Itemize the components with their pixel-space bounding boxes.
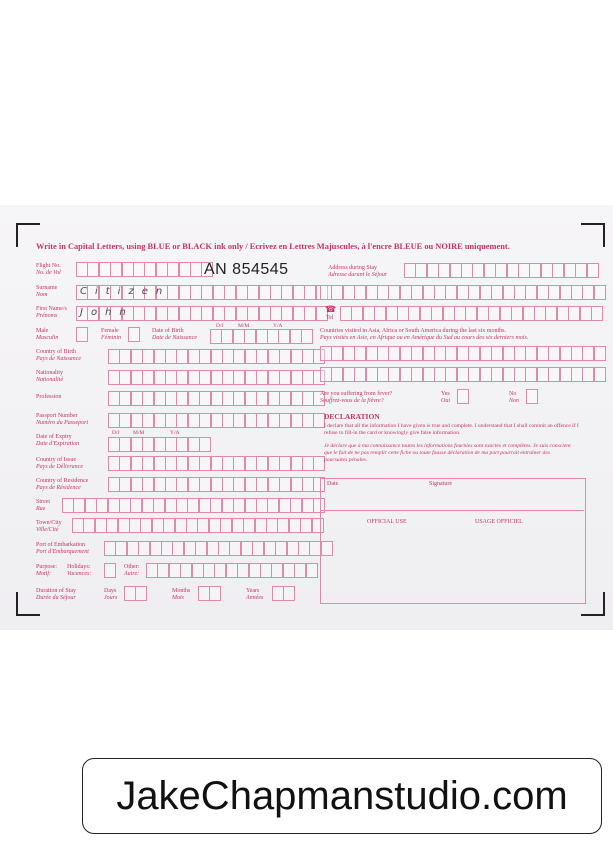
declaration-fr: Je déclare que à ma connaissance toutes les informations fournies sont exactes et complètes. Je suis conscient que le fait de ne pas remplir cette fiche ou toute fausse déclaration de ma part pourrait entraîner des poursuites pénales. bbox=[324, 443, 571, 463]
street-label: Street Rue bbox=[36, 499, 50, 512]
official-use-label: OFFICIAL USE bbox=[367, 519, 407, 525]
first-names-label: First Name/s Prénoms bbox=[36, 306, 67, 319]
dob-label: Date of Birth Date de Naissance bbox=[152, 328, 197, 341]
first-names-value: John bbox=[80, 307, 134, 318]
months-boxes[interactable] bbox=[198, 586, 221, 601]
female-label: Female Féminin bbox=[101, 328, 121, 341]
other-label: Other: Autre: bbox=[124, 564, 140, 577]
passport-boxes[interactable] bbox=[108, 413, 325, 428]
male-box[interactable] bbox=[76, 327, 87, 342]
town-label: Town/City Ville/Cité bbox=[36, 520, 62, 533]
signature-box[interactable] bbox=[320, 478, 586, 604]
town-boxes[interactable] bbox=[72, 518, 323, 533]
duration-label: Duration of Stay Durée du Séjour bbox=[36, 588, 76, 601]
country-residence-boxes[interactable] bbox=[108, 477, 325, 492]
flight-boxes[interactable] bbox=[76, 262, 213, 277]
female-box[interactable] bbox=[128, 327, 139, 342]
address-boxes-2[interactable] bbox=[320, 285, 605, 300]
flight-label: Flight No. No. de Vol bbox=[36, 263, 61, 276]
phone-icon: ☎ bbox=[325, 304, 337, 314]
country-birth-boxes[interactable] bbox=[108, 349, 325, 364]
nationality-label: Nationality Nationalité bbox=[36, 370, 63, 383]
tel-label: Tel bbox=[326, 315, 334, 321]
port-label: Port of Embarkation Port d'Embarquement bbox=[36, 542, 89, 555]
expiry-dd-label: D/J bbox=[112, 430, 120, 436]
surname-value: Citizen bbox=[80, 286, 171, 297]
address-boxes-1[interactable] bbox=[404, 263, 598, 278]
fever-label: Are you suffering from fever? Souffrez-vous de la fièvre? bbox=[320, 391, 393, 404]
purpose-label: Purpose: Motif: bbox=[36, 564, 57, 577]
surname-label: Surname Nom bbox=[36, 285, 58, 298]
usage-officiel-label: USAGE OFFICIEL bbox=[475, 519, 523, 525]
instruction-heading: Write in Capital Letters, using BLUE or BLACK ink only / Ecrivez en Lettres Majuscules, à l'encre BLEUE ou NOIRE uniquement. bbox=[36, 242, 510, 251]
country-issue-boxes[interactable] bbox=[108, 456, 325, 471]
dob-mm-label: M/M bbox=[238, 323, 250, 329]
arrival-card bbox=[0, 205, 613, 630]
street-boxes[interactable] bbox=[62, 498, 324, 513]
signature-label: Signature bbox=[429, 481, 452, 487]
nationality-boxes[interactable] bbox=[108, 370, 325, 385]
countries-boxes-1[interactable] bbox=[320, 346, 605, 361]
declaration-title: DECLARATION bbox=[324, 412, 380, 421]
months-label: Months Mois bbox=[172, 588, 191, 601]
port-boxes[interactable] bbox=[104, 541, 332, 556]
dob-yy-label: Y/A bbox=[273, 323, 283, 329]
holidays-label: Holidays: Vacances: bbox=[67, 564, 92, 577]
profession-boxes[interactable] bbox=[108, 391, 325, 406]
dob-dd-label: D/J bbox=[216, 323, 224, 329]
yes-box[interactable] bbox=[457, 389, 468, 404]
countries-boxes-2[interactable] bbox=[320, 367, 605, 382]
date-label: Date bbox=[327, 481, 339, 487]
flight-number-value: AN 854545 bbox=[204, 261, 289, 278]
male-label: Male Masculin bbox=[36, 328, 59, 341]
profession-label: Profession bbox=[36, 394, 62, 400]
no-label: No Non bbox=[509, 391, 520, 404]
signature-divider bbox=[320, 510, 584, 511]
expiry-boxes[interactable] bbox=[108, 437, 211, 452]
expiry-mm-label: M/M bbox=[133, 430, 145, 436]
no-box[interactable] bbox=[526, 389, 537, 404]
declaration-en: I declare that all the information I have given is true and complete. I understand that I shall commit an offence if I refuse to fill-in the card or knowingly give false information. bbox=[324, 423, 579, 436]
days-label: Days Jours bbox=[104, 588, 118, 601]
days-boxes[interactable] bbox=[124, 586, 147, 601]
years-label: Years Années bbox=[246, 588, 264, 601]
tel-boxes[interactable] bbox=[340, 306, 602, 321]
countries-label: Countries visited in Asia, Africa or South America during the last six months. Pays visités en Asie, en Afrique ou en Amérique du Sud au cours des six derniers mois. bbox=[320, 328, 529, 341]
expiry-label: Date of Expiry Date d'Expiration bbox=[36, 434, 80, 447]
watermark-banner: JakeChapmanstudio.com bbox=[82, 758, 602, 834]
years-boxes[interactable] bbox=[272, 586, 295, 601]
other-boxes[interactable] bbox=[146, 563, 317, 578]
country-residence-label: Country of Residence Pays de Résidence bbox=[36, 478, 89, 491]
yes-label: Yes Oui bbox=[441, 391, 450, 404]
dob-boxes[interactable] bbox=[210, 329, 313, 344]
passport-label: Passport Number Numéro du Passeport bbox=[36, 413, 89, 426]
holidays-box[interactable] bbox=[104, 563, 115, 578]
country-issue-label: Country of Issue Pays de Délivrance bbox=[36, 457, 83, 470]
address-label: Address during Stay Adresse durant le Séjour bbox=[328, 265, 388, 278]
expiry-yy-label: Y/A bbox=[170, 430, 180, 436]
country-birth-label: Country of Birth Pays de Naissance bbox=[36, 349, 81, 362]
